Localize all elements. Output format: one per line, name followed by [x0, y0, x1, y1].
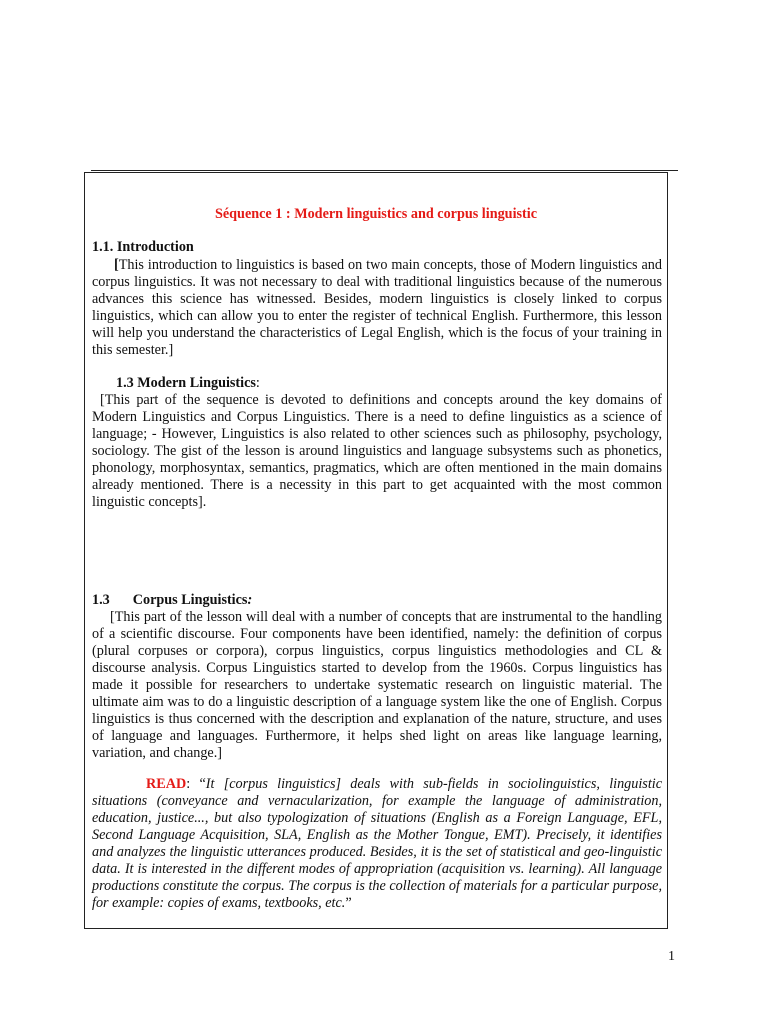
intro-bracket: [: [114, 257, 119, 273]
corpus-heading-line: [92, 592, 252, 609]
modern-heading-line: [116, 375, 260, 392]
corpus-heading: Corpus Linguistics: [132, 592, 248, 608]
corpus-number: 1.3: [92, 592, 110, 608]
corpus-body: [This part of the lesson will deal with a number of concepts that are instrumental to the handling of a scientific discourse. Four components have been identified, namely: the definition of corpus (plural corpuses or corpora), corpus linguistics, corpus linguistics methodologies and CL & discourse analysis. Corpus Linguistics started to develop from the 1960s. Corpus linguistics has made it possible for researchers to undertake systematic research on linguistic material. The ultimate aim was to do a linguistic description of a language system like the one of English. Corpus linguistics is thus concerned with the description and explanation of the nature, structure, and uses of language and languages. Furthermore, it helps shed light on areas like language learning, variation, and change.]: [92, 609, 662, 761]
document-title: Séquence 1 : Modern linguistics and corpus linguistic: [214, 206, 537, 222]
read-separator: : “: [186, 776, 206, 792]
corpus-heading-colon: :: [247, 592, 253, 608]
modern-heading-colon: :: [255, 375, 260, 391]
read-quote: It [corpus linguistics] deals with sub-fields in sociolinguistics, linguistic situations (conveyance and vernacularization, for example the language of administration, education, justice..., but also typologization of situations (English as a Foreign Language, EFL, Second Language Acquisition, SLA, English as the Mother Tongue, EMT). Precisely, it identifies and analyzes the linguistic utterances produced. Besides, it is the set of statistical and geo-linguistic data. It is interested in the different modes of appropriation (acquisition vs. learning). All language productions constitute the corpus. The corpus is the collection of materials for a particular purpose, for example: copies of exams, textbooks, etc.: [92, 776, 662, 911]
corpus-paragraph: [92, 609, 662, 762]
page-number: 1: [668, 949, 675, 964]
modern-heading: 1.3 Modern Linguistics: [116, 375, 256, 391]
intro-heading: 1.1. Introduction: [92, 239, 194, 255]
intro-body: This introduction to linguistics is based on two main concepts, those of Modern linguistics and corpus linguistics. It was not necessary to deal with traditional linguistics because of the numerous advances this science has witnessed. Besides, modern linguistics is closely linked to corpus linguistics, which can allow you to enter the register of technical English. Furthermore, this lesson will help you understand the characteristics of Legal English, which is the focus of your training in this semester.]: [92, 257, 662, 358]
read-closing: ”: [345, 895, 352, 911]
intro-paragraph: [92, 257, 662, 359]
top-rule: [91, 170, 678, 171]
read-label: READ: [146, 776, 187, 792]
modern-paragraph: [92, 392, 662, 511]
modern-body: [This part of the sequence is devoted to definitions and concepts around the key domains of Modern Linguistics and Corpus Linguistics. There is a need to define linguistics as a science of language; - However, Linguistics is also related to other sciences such as philosophy, psychology, sociology. The gist of the lesson is around linguistics and language subsystems such as phonetics, phonology, morphosyntax, semantics, pragmatics, which are often mentioned in the main domains already mentioned. There is a necessity in this part to get acquainted with the most common linguistic concepts].: [92, 392, 662, 510]
read-block: [92, 776, 662, 912]
